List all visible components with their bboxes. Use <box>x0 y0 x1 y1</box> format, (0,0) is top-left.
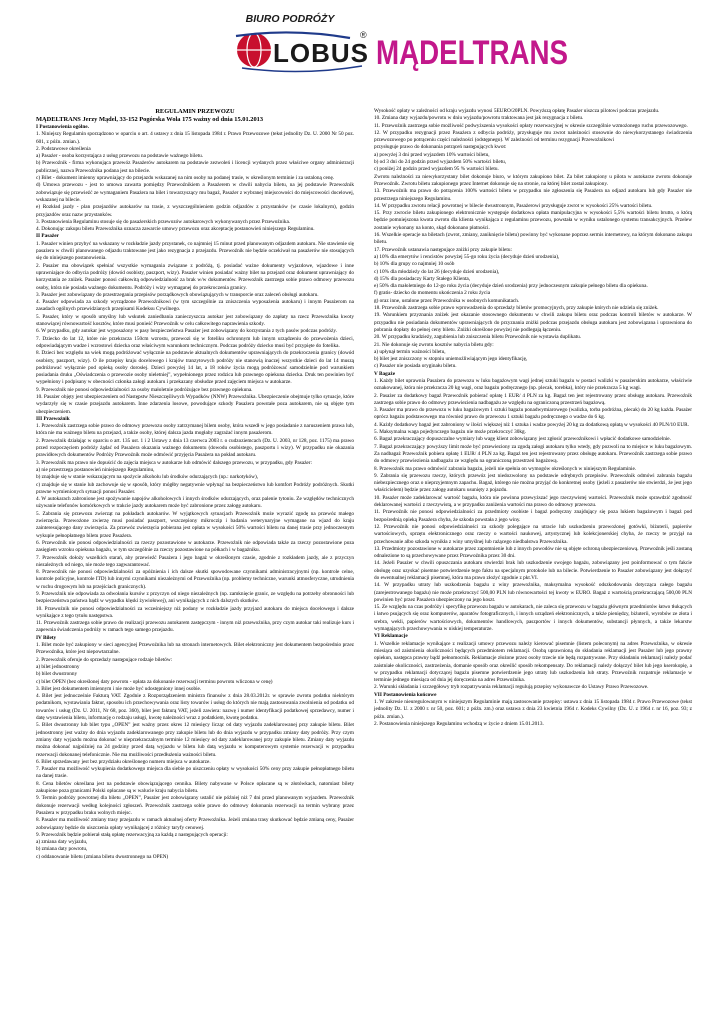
paragraph: 10. Przewoźnik nie ponosi odpowiedzialności za wcześniejszy niż podany w rozkładzie jazdy przyjazd autokaru do miejsca docelowego i dalsze wynikające z tego tytułu następstwa. <box>36 605 354 619</box>
paragraph: 3. Przewoźnik ma prawo nie dopuścić do zajęcia miejsca w autokarze lub odmówić dalszego przewozu, w przypadku, gdy Pasażer: <box>36 459 312 466</box>
paragraph: 10. Pasażer objęty jest ubezpieczeniem od Następstw Nieszczęśliwych Wypadków (NNW) Przewoźnika. Ubezpieczenie obejmuje tylko sytuacje, które wydarzyły się w czasie przejazdu autokarem. Inne zdarzenia losowe, powodujące szkody Pasażera powstałe poza autokarem, nie są objęte tym ubezpieczeniem. <box>36 393 354 415</box>
paragraph: 5. Zabrania się przewozu zwierząt na pokładach autokarów. W wyjątkowych sytuacjach Przewoźnik może wyrazić zgodę na przewóz małego zwierzęcia. Przewożone zwierzę musi posiadać paszport, wszczepiony mikroczip i badania weterynaryjne wymagane na wjazd do kraju zainteresującego dany zwierzęcia. Za przewóz zwierzęcia pobierana jest opłata w wysokości 50% wartości biletu na danej trasie przy jednoczesnym wykupie pełnopłatnego biletu przez Pasażera. <box>36 510 354 539</box>
paragraph: Wysokość opłaty w zależności od kraju wyjazdu wynosi 5EURO/20PLN. Powyższą opłatę Pasażer uiszcza pilotowi podczas przejazdu. <box>374 108 660 114</box>
madeltrans-logo <box>372 26 572 74</box>
paragraph: 9. Przewoźnik będzie pobierał stałą opłatę rezerwacyjną za każdą z następujących operacji: <box>36 831 228 838</box>
paragraph: b) znajduje się w stanie wskazującym na spożycie alkoholu lub środków odurzających (np.: narkotyków), <box>36 474 259 481</box>
paragraph: 3. Bilet jest dokumentem imiennym i nie może być udostępniony innej osobie. <box>36 685 202 692</box>
paragraph: 1. Wszelkie reklamacje wynikające z realizacji umowy przewozu należy kierować pisemnie (listem poleconym) na adres Przewoźnika, w okresie miesiąca od zaistnienia okoliczności będących przedmiotem reklamacji. Osobą uprawnioną do składania reklamacji jest Pasażer lub jego prawny opiekun, następca prawny bądź pełnomocnik. Reklamacje złożone przez osoby trzecie nie będą rozpatrywane. Przy składaniu reklamacji należy podać zaistniałe okoliczności, zastrzeżenia, domanie sposób oraz określić sposób rekompensaty. Do reklamacji należy dołączyć bilet lub jego kserokopię, a w przypadku reklamacji dotyczącej bagażu pisemne potwierdzenie jego utraty lub uszkodzenia lub straty. Przewoźnik rozpatruje reklamacje w terminie jednego miesiąca od dnia jej doręczenia na adres Przewoźnika. <box>374 640 692 684</box>
section-heading: V Bagaże <box>374 370 396 377</box>
paragraph: c) bilet OPEN (bez określonej daty powrotu - opłata za dokonanie rezerwacji terminu powrotu wliczona w cenę) <box>36 678 273 685</box>
left-column-body <box>36 124 354 861</box>
section-heading: III Przewoźnik <box>36 415 70 422</box>
paragraph: 16. Wszelkie operacje na biletach (zwrot, zmiany, zaniknięcie biletu) powinny być wykonane poprzez sermis internetowy, na którym dokonano zakupu biletu. <box>374 232 692 246</box>
registered-mark: ® <box>360 30 367 40</box>
header-logos <box>0 0 724 105</box>
paragraph: 9. Przewoźnik nie odpowiada za odwołania kursów z przyczyn od niego niezależnych (np. zamknięcie granic, ze względu na potrzeby obronności lub bezpieczeństwa państwa bądź w wypadku klęski żywiołowej), ani wynikających z nich dalszych skutków. <box>36 591 354 605</box>
paragraph: 3. Pasażer ma prawo do przewozu w luku bagażowym 1 sztuki bagażu ponadwymiarowego (walizka, torba podróżna, plecak) do 20 kg każda. Pasażer oprócz bagażu podstawowego ma również prawo do przewozu 1 sztuki bagażu podręcznego o wadze do 6 kg. <box>374 407 692 421</box>
paragraph: 2. Przewoźnik oferuje do sprzedaży następujące rodzaje biletów: <box>36 656 173 663</box>
paragraph: 1. Przewoźnik zastrzega sobie prawo do odmowy przewozu osoby zatrzymanej bilem osoby, która wszedł w jego posiadanie z naruszeniem prawa lub, która nie ma ważnego biletu na przejazd, a także osoby, której dalsza jazda mogłaby zagrażać innym pasażerom. <box>36 423 354 437</box>
paragraph: 11. Przewoźnik nie ponosi odpowiedzialności za przedmioty osobiste i bagaż podręczny znajdujący się poza lukiem bagażowym i bagaż pod bezpośrednią opieką Pasażera chyba, że szkoda powstała z jego winy. <box>374 509 692 523</box>
paragraph: 8. Dzieci bez względu na wiek mogą podróżować wyłącznie na podstawie aktualnych dokumentów uprawniających do przekroczenia granicy (dowód osobisty, paszport, wizy). O ile przepisy kraju docelowego i krajów tranzytowych podróży nie stanowią inaczej wszystkie dzieci do lat 14 muszą podróżować wyłącznie pod opieką osoby dorosłej. Dzieci powyżej 14 lat, a 18 roków życia mogą podróżować samodzielnie pod warunkiem posiadania druku „Oświadczenia o przewozie osoby nieletniej”, wypełnionego przez rodzica lub prawnego opiekuna dziecka. Druk ten powinien być wypełniony i podpisany w obecności członka załogi autokaru i przekazany obsłudze przed zajęciem miejsca w autokarze. <box>36 350 354 386</box>
paragraph: 15. Przy zwrocie biletu zakupionego elektronicznie występuje dodatkowa opłata manipulacyjna w wysokości 5,5% wartości biletu brutto, o którą będzie pomniejszona kwota zwrotu dla klienta wynikająca z regulaminu przewozu, powstała w wyniku ustalonego systemu transakcyjnych. Przelew zostanie wykonany na konto, skąd dokonano płatności. <box>374 210 692 231</box>
lobus-tagline: BIURO PODRÓŻY <box>245 13 335 25</box>
paragraph: 14. W przypadku utraty lub uszkodzenia bagażu z winy przewoźnika, maksymalna wysokość odszkodowania dotycząca całego bagażu (zarejestrowanego bagażu) nie może przekroczyć 500,00 PLN lub równowartości tej kwoty w EURO. Bagaż z wartością przekraczającą 500,00 PLN powinien być przez Pasażera ubezpieczony na jego koszt. <box>374 582 692 603</box>
paragraph: c) poniżej 24 godzin przed wyjazdem 95 % wartości biletu. <box>374 166 499 173</box>
paragraph: 11. Przewoźnik zastrzega sobie możliwość podwyższenia wysokości opłaty rezerwacyjnej w okresie szczególnie wzmożonego ruchu przewozowego. <box>374 122 688 129</box>
paragraph: e) 50% dla małoletniego do 12-go roku życia (decyduje dzień urodzenia) przy jednoczesnym zakupie pełnego biletu dla opiekuna. <box>374 283 648 290</box>
paragraph: 4. Pasażer odpowiada za szkody wyrządzone Przewoźnikowi (w tym szczególnie za zniszczenia wyposażenia autokaru) i innym Pasażerom na zasadach ogólnych przewidzianych przepisami Kodeksu Cywilnego. <box>36 299 354 313</box>
paragraph: c) znajduje się w stanie lub zachowuje się w sposób, który mógłby negatywnie wpłynąć na bezpieczeństwo lub komfort Podróży podróżnych. Skutki prawne wymienionych sytuacji ponosi Pasażer. <box>36 481 354 495</box>
paragraph: f) gratis- dziecko do momentu ukończenia 2 roku życia <box>374 290 491 297</box>
paragraph: a) nie przestrzega postanowień niniejszego Regulaminu, <box>36 466 155 473</box>
lobus-brand: LOBUS <box>273 38 369 68</box>
paragraph: 2. Warunki składania i szczegółowy tryb rozpatrywania reklamacji regulują przepisy wykonawcze do Ustawy Prawo Przewozowe. <box>374 684 649 691</box>
paragraph: 4. Każdy dodatkowy bagaż jest zabroniony w ilości większej niż 1 sztuka i wadze powyżej 20 kg za dodatkową opłatą w wysokości 40 PLN/10 EUR. <box>374 421 689 428</box>
section-heading: IV Bilety <box>36 634 57 641</box>
paragraph: 1. Pasażer winien przybyć na wskazany w rozkładzie jazdy przystanek, co najmniej 15 minut przed planowanym odjazdem autokaru. Nie stawienie się pasażera w chwili planowanego odjazdu traktowane jest jako rezygnacja z przejazdu. Przewoźnik nie będzie oczekiwał na pasażerów nie stosujących się do niniejszego postanowienia. <box>36 240 354 262</box>
paragraph: 9. Termin podróży powrotnej dla biletu „OPEN”, Pasażer jest zobowiązany ustalić nie później niż 7 dni przed planowanym wyjazdem. Przewoźnik dokonuje rezerwacji według kolejności zgłoszeń. Przewoźnik zastrzega sobie prawo do odmowy dokonania rezerwacji na termin wybrany przez Pasażera w przypadku braku wolnych miejsc. <box>36 795 354 816</box>
right-column <box>374 108 692 1008</box>
paragraph: c) Bilet - dokument imienny uprawniający do przejazdu wskazanej na nim osoby na podanej trasie, w określonym terminie i za ustaloną cenę. <box>36 175 335 182</box>
paragraph: 4. Dokonując zakupu biletu Przewoźnika oznacza zawarcie umowy przewozu oraz akceptację postanowień niniejszego Regulaminu. <box>36 226 315 233</box>
paragraph: 14. Jeżeli Pasażer w chwili opuszczania autokaru stwierdzi brak lub uszkodzenie swojego bagażu, zobowiązany jest poinformować o tym fakcie obsługę oraz uzyskać pisemne potwierdzenie tego faktu na specjalnym protokole lub na bilecie. Potwierdzenie to Pasażer zobowiązany jest dołączyć do ewentualnej reklamacji pisemnej, która ma prawo złożyć zgodnie z pkt.VI. <box>374 560 692 581</box>
paragraph: 3. Postanowienia Regulaminu stosuje się do pasażerskich przewozów autokarowych wykonywanych przez Przewoźnika. <box>36 218 291 225</box>
paragraph: 8. Przewoźnik ma prawo odmówić zabrania bagażu, jeżeli nie spełnia on wymogów określonych w niniejszym Regulaminie. <box>374 465 637 472</box>
paragraph: 2. Pasażer za dodatkowy bagaż Przewoźnik pobierać opłatę 1 EUR/ 4 PLN za kg. Bagaż ten jest rejestrowany przez obsługę autokaru. Przewoźnik zastrzega sobie prawo do odmowy przewiezienia nadbagażu ze względu na ograniczoną przestrzeń bagażową. <box>374 392 692 406</box>
paragraph: c) Pasażer nie posiada oryginału biletu. <box>374 363 457 370</box>
paragraph: 10. Pasażer może zadeklarować wartość bagażu, która nie powinna przewyższać jego rzeczywistej wartości. Przewoźnik może sprawdzić zgodność deklarowanej wartości z rzeczywistą, a w przypadku zaniżenia wartości ma prawo do odmowy przewozu. <box>374 494 692 509</box>
paragraph: 2. Podstawowe określenia <box>36 145 91 152</box>
paragraph: b) od 3 dni do 24 godzin przed wyjazdem 50% wartości biletu, <box>374 159 507 166</box>
right-column-body <box>374 108 692 728</box>
paragraph: 19. Warunkiem przyznania zniżek jest okazanie stosownego dokumentu w chwili zakupu biletu oraz podczas kontroli biletów w autokarze. W przypadku nie posiadania dokumentów uprawniających do przyznania zniżki podczas przejazdu obsługa autokaru jest zobowiązana i uprawniona do pobrania dopłaty do pełnej ceny biletu. Zniżki określone powyżej nie podlegają łączeniu. <box>374 312 692 333</box>
paragraph: c) oddanowanie biletu (zmiana biletu dwustronnego na OPEN) <box>36 853 169 860</box>
paragraph: 13. Przedmioty pozostawione w autokarze przez zapomnienie lub z innych powodów nie są objęte ochroną ubezpieczeniową. Przewoźnik jeśli zostaną odnalezione to są przechowywane przez Przewoźnika przez 30 dni. <box>374 545 692 560</box>
paragraph: 6. W przypadku, gdy autokar jest wyposażony w pasy bezpieczeństwa Pasażer jest zobowiązany do korzystania z tych pasów podczas podróży. <box>36 328 337 335</box>
paragraph: 9. Przewoźnik nie ponosi odpowiedzialności za osoby małoletnie podróżujące bez prawnego opiekuna. <box>36 386 253 393</box>
madeltrans-brand: MĄDELTRANS <box>376 34 568 72</box>
paragraph: a) bilet jednostronny <box>36 663 80 670</box>
paragraph: 15. Ze względu na czas podróży i specyfikę przewozu bagażu w autokarach, nie zaleca się przewozu w bagażu głównym przedmiotów łatwo tłukących i łatwo psujących się oraz komputerów, aparatów fotograficznych, i innych urządzeń elektronicznych, a także pieniędzy, biżuterii, wyrobów ze złota i srebra, wekli, papierów wartościowych, dokumentów handlowych, paszportów i innych dokumentów, substancji płynnych, a także lekarstw wymagających przechowywania w niskiej temperaturze. <box>374 604 692 633</box>
paragraph: 5. Pasażer, który w sposób umyślny lub wskutek zaniedbania zanieczyszcza autokar jest zobowiązany do zapłaty na rzecz Przewoźnika kwoty stanowiącej równowartość kosztów, które musi ponieść Przewoźnik w celu całkowitego naprawienia szkody. <box>36 313 354 328</box>
paragraph: 6. Przewoźnik nie ponosi odpowiedzialności za rzeczy pozostawione w autokarze. Przewoźnik nie odpowiada także za rzeczy pozostawione poza zasięgiem wzroku opiekuna bagażu, w tym szczególnie za rzeczy pozostawione na półkach i w bagażniku. <box>36 539 354 554</box>
paragraph: a) Pasażer - osoba korzystająca z usług przewozu na podstawie ważnego biletu. <box>36 153 204 160</box>
section-heading: VI Reklamacje <box>374 633 408 640</box>
paragraph: 9. Zabrania się przewozu rzeczy, których przewóz jest niedozwolony na podstawie odrębnych przepisów. Przewoźnik odmówi zabrania bagażu niebezpiecznego oraz o nieprzyjemnym zapachu. Bagaż, którego nie można przyjąć do konkretnej osoby (jeżeli z pasażerów nie stwierdzi, że jest jego właścicielem) będzie przez załogę autokaru usunięty z pojazdu. <box>374 472 692 494</box>
paragraph: 1. Niniejszy Regulamin sporządzono w oparciu o art. 4 ustawy z dnia 15 listopada 1984 r. Prawo Przewozowe (tekst jednolity Dz. U. 2000 Nr 50 poz. 601, z późn. zmian.). <box>36 131 354 145</box>
paragraph: 12. Przewoźnik nie ponosi odpowiedzialności za szkody polegające na utracie lub uszkodzeniu przewożonej gotówki, biżuterii, papierów wartościowych, sprzętu elektronicznego oraz rzeczy o wartości naukowej, artystycznej lub kolekcjonerskiej chyba, że rzeczy te przyjął na przechowanie albo szkoda wynikła z winy umyślnej lub rażącego niedbalstwa Przewoźnika. <box>374 523 692 545</box>
paragraph: 7. Przewoźnik dołoży wszelkich starań, aby przewieźć Pasażera i jego bagaż w określonym czasie, zgodnie z rozkładem jazdy, ale z przyczyn niezależnych od niego, nie może tego zagwarantować. <box>36 554 354 568</box>
paragraph: 12. W przypadku rezygnacji przez Pasażera z odbycia podróży, przysługuje mu zwrot należności stosownie do niewykorzystanego świadczenia przewozowego po potrąceniu części należności (odstępnego). W zależności od terminu rezygnacji Przewoźnikowi <box>374 129 692 144</box>
document-columns <box>36 108 692 1008</box>
paragraph: Zwrotu należności za niewykorzystany bilet dokonuje biuro, w którym zakupiono bilet. Za bilet zakupiony u pilota w autokarze zwrotu dokonuje Przewoźnik. Zwrotu biletu zakupionego przez Internet dokonuje się na stronie, na której bilet został zakupiony. <box>374 173 692 187</box>
paragraph: b) Przewoźnik - firma wykonująca przewóz Pasażerów autokarem na podstawie zezwoleń i licencji wydanych przez właściwe organy administracji publicznej, nazwa Przewoźnika podana jest na bilecie. <box>36 160 354 174</box>
section-heading: II Pasażer <box>36 233 59 240</box>
paragraph: 20. W przypadku kradzieży, zagubienia lub zniszczenia biletu Przewoźnik nie wystawia duplikatu. <box>374 334 582 341</box>
lobus-logo <box>232 8 372 78</box>
paragraph: a) upłynął termin ważności biletu, <box>374 348 446 355</box>
paragraph: 7. Pasażer ma możliwość wykupienia dodatkowego miejsca dla siebie po uiszczeniu opłaty w wysokości 50% ceny przy zakupie pełnopłatnego biletu na danej trasie. <box>36 766 354 780</box>
document-subtitle: MĄDELTRANS Jerzy Mądel, 33-152 Pogórska Wola 175 ważny od dnia 15.01.2013 <box>36 116 264 123</box>
paragraph: 6. Bilet sprzedawany jest bez przydziału określonego numeru miejsca w autokarze. <box>36 758 211 765</box>
paragraph: 8. Pasażer ma możliwość zmiany trasy przejazdu w ramach aktualnej oferty Przewoźnika. Jeżeli zmiana trasy skutkować będzie zmianą ceny, Pasażer zobowiązany będzie do uiszczenia opłaty wynikającej z różnicy taryfy cenowej. <box>36 817 354 831</box>
paragraph: a) powyżej 3 dni przed wyjazdem 10% wartości biletu, <box>374 151 490 158</box>
section-heading: VII Postanowienia końcowe <box>374 691 437 698</box>
paragraph: b) bilet dwustronny <box>36 671 78 678</box>
paragraph: 10. Zmiana daty wyjazdu/powrotu w dniu wyjazdu/powrotu traktowana jest jak rezygnacja z biletu. <box>374 115 584 122</box>
paragraph: 11. Przewoźnik zastrzega sobie prawo do realizacji przewozu autokarem zastępczym - innym niż przewoźnika, przy czym autokar taki realizuje kurs i zapewnia świadczenia podróży w ramach tego samego przejazdu. <box>36 620 354 634</box>
paragraph: e) Rozkład jazdy - plan przejazdów autokarów na trasie, z wyszczególnieniem godzin odjazdów z przystanków (w czasie lokalnym), godzin przyjazdów oraz nazw przystanków. <box>36 204 354 218</box>
paragraph: 1. W zakresie nieuregulowanym w niniejszym Regulaminie mają zastosowanie przepisy: ustawa z dnia 15 listopada 1984 r. Prawo Przewozowe (tekst jednolity Dz. U. z 2000 r. nr 50, poz. 601; z późn. zm.) oraz ustawa z dnia 23 kwietnia 1964 r. Kodeks Cywilny (Dz. U. z 1964 r. nr 16, poz. 93; z późn. zmian.). <box>374 699 692 720</box>
section-heading: I Postanowienia ogólne. <box>36 124 89 130</box>
paragraph: 2. Przewoźnik działając w oparciu o art. 135 ust. 1 i 2 Ustawy z dnia 13 czerwca 2003 r. o cudzoziemcach (Dz. U. 2003, nr 128, poz. 1175) ma prawo przed rozpoczęciem podróży żądać od Pasażera okazania ważnego dokumentu (dowodu osobistego, paszportu i wizy). W przypadku nie okazania prawidłowych dokumentów Podróży Przewoźnik może odmówić przyjęcia Pasażera na pokład autokaru. <box>36 437 354 459</box>
paragraph: 18. Przewoźnik zastrzega sobie prawo wprowadzenia do sprzedaży biletów promocyjnych, przy zakupie których nie udziela się zniżek. <box>374 305 659 312</box>
paragraph: b) 10% dla grupy co najmniej 10 osób <box>374 261 455 268</box>
paragraph: 2. Pasażer ma obowiązek spełniać wszystkie wymagania związane z podróżą, tj. posiadać ważne dokumenty wyjazdowe, wjazdowe i inne uprawniające do odbycia podróży (dowód osobisty, paszport, wizy). Pasażer winien posiadać ważny bilet na przejazd oraz dokument uprawniający do korzystania ze zniżek. Pasażer ponosi całkowitą odpowiedzialność za brak w/w dokumentów. Przewoźnik zastrzega sobie prawo odmowy przewozu osoby, która nie posiada ważnego dokumentu. Podróży i wizy wymaganej do przekroczenia granicy. <box>36 262 354 291</box>
paragraph: 7. Dziecko do lat 12, które nie przekracza 150cm wzrostu, przewozi się w foteliku ochronnym lub innym urządzeniu do przewożenia dzieci, odpowiadającym wadze i wzrostowi dziecka oraz właściwym warunkom technicznym. Podczas podróży dziecko musi być przypięte do fotelika. <box>36 335 354 349</box>
paragraph: 4. Bilet jest jednocześnie Fakturą VAT. Zgodnie z Rozporządzeniem ministra finansów z dnia 28.03.2012r. w sprawie zwrotu podatku niektórym podatnikom, wystawiania faktur, sposobu ich przechowywania oraz listy towarów i usług do których nie mają zastosowania zwolnienia od podatku od towarów i usług (Dz. U. 2011, Nr 68, poz. 360), bilet jest fakturą VAT, jeżeli zawiera: nazwę i numer identyfikacji podatkowej sprzedawcy, numer i datę wystawienia biletu, informację o rodzaju usługi, kwotę należności wraz z podatkiem, kwotę podatku. <box>36 693 354 722</box>
paragraph: d) 15% dla posiadaczy Karty Stałego Klienta, <box>374 275 471 282</box>
paragraph: 6. Bagaż przekraczający dopuszczalne wymiary lub wagę klient zobowiązany jest zgłosić przewoźnikowi i wpłacić dodatkowe samodzielnie. <box>374 436 671 443</box>
paragraph: 13. Przewoźnik ma prawo do potrącenia 100% wartości biletu w przypadku nie zgłoszenia się Pasażera na odjazd autokaru lub gdy Pasażer nie przestrzega niniejszego Regulaminu. <box>374 188 692 202</box>
paragraph: 2. Postanowienia niniejszego Regulaminu wchodzą w życie z dniem 15.01.2013. <box>374 720 544 727</box>
paragraph: a) 10% dla emerytów i rencistów powyżej 55-go roku życia (decyduje dzień urodzenia), <box>374 253 560 260</box>
paragraph: 14. W przypadku zwrotu relacji powrotnej w bilecie dwustronnym, Pasażerowi przysługuje zwrot w wysokości 25% wartości biletu. <box>374 202 653 209</box>
paragraph: 1. Bilet może być zakupiony w sieci agencyjnej Przewoźnika lub na stronach internetowych. Bilet elektroniczny jest dokumentem bezpośrednio przez Przewoźnika, które jest niepowtarzalne. <box>36 642 354 656</box>
paragraph: 3. Pasażer jest zobowiązany do przestrzegania przepisów porządkowych obowiązujących w transporcie oraz zaleceń obsługi autokaru. <box>36 291 319 298</box>
paragraph: d) Umowa przewozu - jest to umowa zawarta pomiędzy Przewoźnikiem a Pasażerem w chwili nabycia biletu, na jej podstawie Przewoźnik zobowiązuje się przewieźć ze wymaganiem Pasażera na bilet i towarzyszący mu bagaż, Pasażer z wybranej miejscowości do miejscowości docelowej, wskazanej na bilecie. <box>36 182 354 203</box>
paragraph: a) zmiana daty wyjazdu, <box>36 839 88 846</box>
paragraph: 5. Maksymalna waga pojedynczego bagażu nie może przekroczyć 30kg. <box>374 429 526 436</box>
paragraph: 5. Bilet dwustronny lub bilet typu „OPEN” jest ważny przez okres 12 miesięcy licząc od daty wyjazdu zadeklarowanej przy zakupie biletu. Bilet jednostronny jest ważny do dnia wyjazdu zadeklarowanego przy zakupie biletu lub do dnia wyjazdu w przypadku zmiany daty podróży. Przy czym zmiany daty wyjazdu można dokonać w nieprzekraczalnym terminie 12 miesięcy od daty zadeklarowanej przy zakupie biletu. Zmiany daty wyjazdu można dokonać najpóźniej na 24 godziny przed datą wyjazdu w biletu lub datą wyjazdu w komputerowym systemie rezerwacji w przypadku rezerwacji dokonanej telefonicznie. Nie ma możliwości przedłużenia ważności biletu. <box>36 722 354 758</box>
paragraph: c) 10% dla młodzieży do lat 26 (decyduje dzień urodzenia), <box>374 268 500 275</box>
paragraph: 4. W autokarach zabronione jest spożywanie napojów alkoholowych i innych środków odurzających, oraz palenie tytoniu. Ze względów technicznych używanie telefonów komórkowych w trakcie jazdy autokarem może być zabronione przez załogę autokaru. <box>36 496 354 510</box>
paragraph: przysługuje prawo do dokonania potrąceń następujących kwot: <box>374 144 507 151</box>
paragraph: 21. Nie dokonuje się zwrotu kosztów nabycia biletu gdy: <box>374 341 494 348</box>
paragraph: 8. Cena biletów określana jest na podstawie obowiązującego cennika. Bilety nabywane w Polsce opłacane są w złotówkach, natomiast bilety zakupione poza granicami Polski opłacane są w walucie kraju nabycia biletu. <box>36 780 354 795</box>
paragraph: 17. Przewoźnik ustanawia następujące zniżki przy zakupie biletu: <box>374 246 512 253</box>
paragraph: 1. Każdy bilet uprawnia Pasażera do przewozu w luku bagażowym wagi jednej sztuki bagażu w postaci walizki w pasażerskim autokarze, właściwie oznakowanej, która nie przekracza 20 kg wagi, oraz bagażu podręcznego (np. plecak, torebka), który nie przekracza 5 kg wagi. <box>374 377 692 392</box>
paragraph: 8. Przewoźnik nie ponosi odpowiedzialności za opóźnienia i ich dalsze skutki spowodowane czynnikami administracyjnymi (np. kontrole celne, kontrole policyjne, kontrole ITD) lub innymi czynnikami niezależnymi od Przewoźnika (np. problemy techniczne, warunki atmosferyczne, utrudnienia w ruchu drogowym lub na przejściach granicznych). <box>36 569 354 590</box>
paragraph: b) zmiana daty powrotu, <box>36 846 88 853</box>
paragraph: 7. Bagaż przekraczający powyższy limit może być przewieziony za zgodą załogi autokaru tylko wtedy, gdy pozwoli na to miejsce w luku bagażowym. Za nadbagaż Przewoźnik pobiera opłatę 1 EUR/ 4 PLN za kg. Bagaż ten jest rejestrowany przez obsługę autokaru. Przewoźnik zastrzega sobie prawo do odmowy przewiezienia nadbagażu ze względu na ograniczoną przestrzeń bagażową. <box>374 443 692 465</box>
document-title: REGULAMIN PRZEWOZU <box>155 108 235 115</box>
paragraph: g) oraz inne, ustalone przez Przewoźnika w osobnych komunikatach. <box>374 297 520 304</box>
left-column <box>36 108 354 1008</box>
paragraph: b) bilet jest zniszczony w stopniu uniemożliwiającym jego identyfikację, <box>374 356 528 363</box>
